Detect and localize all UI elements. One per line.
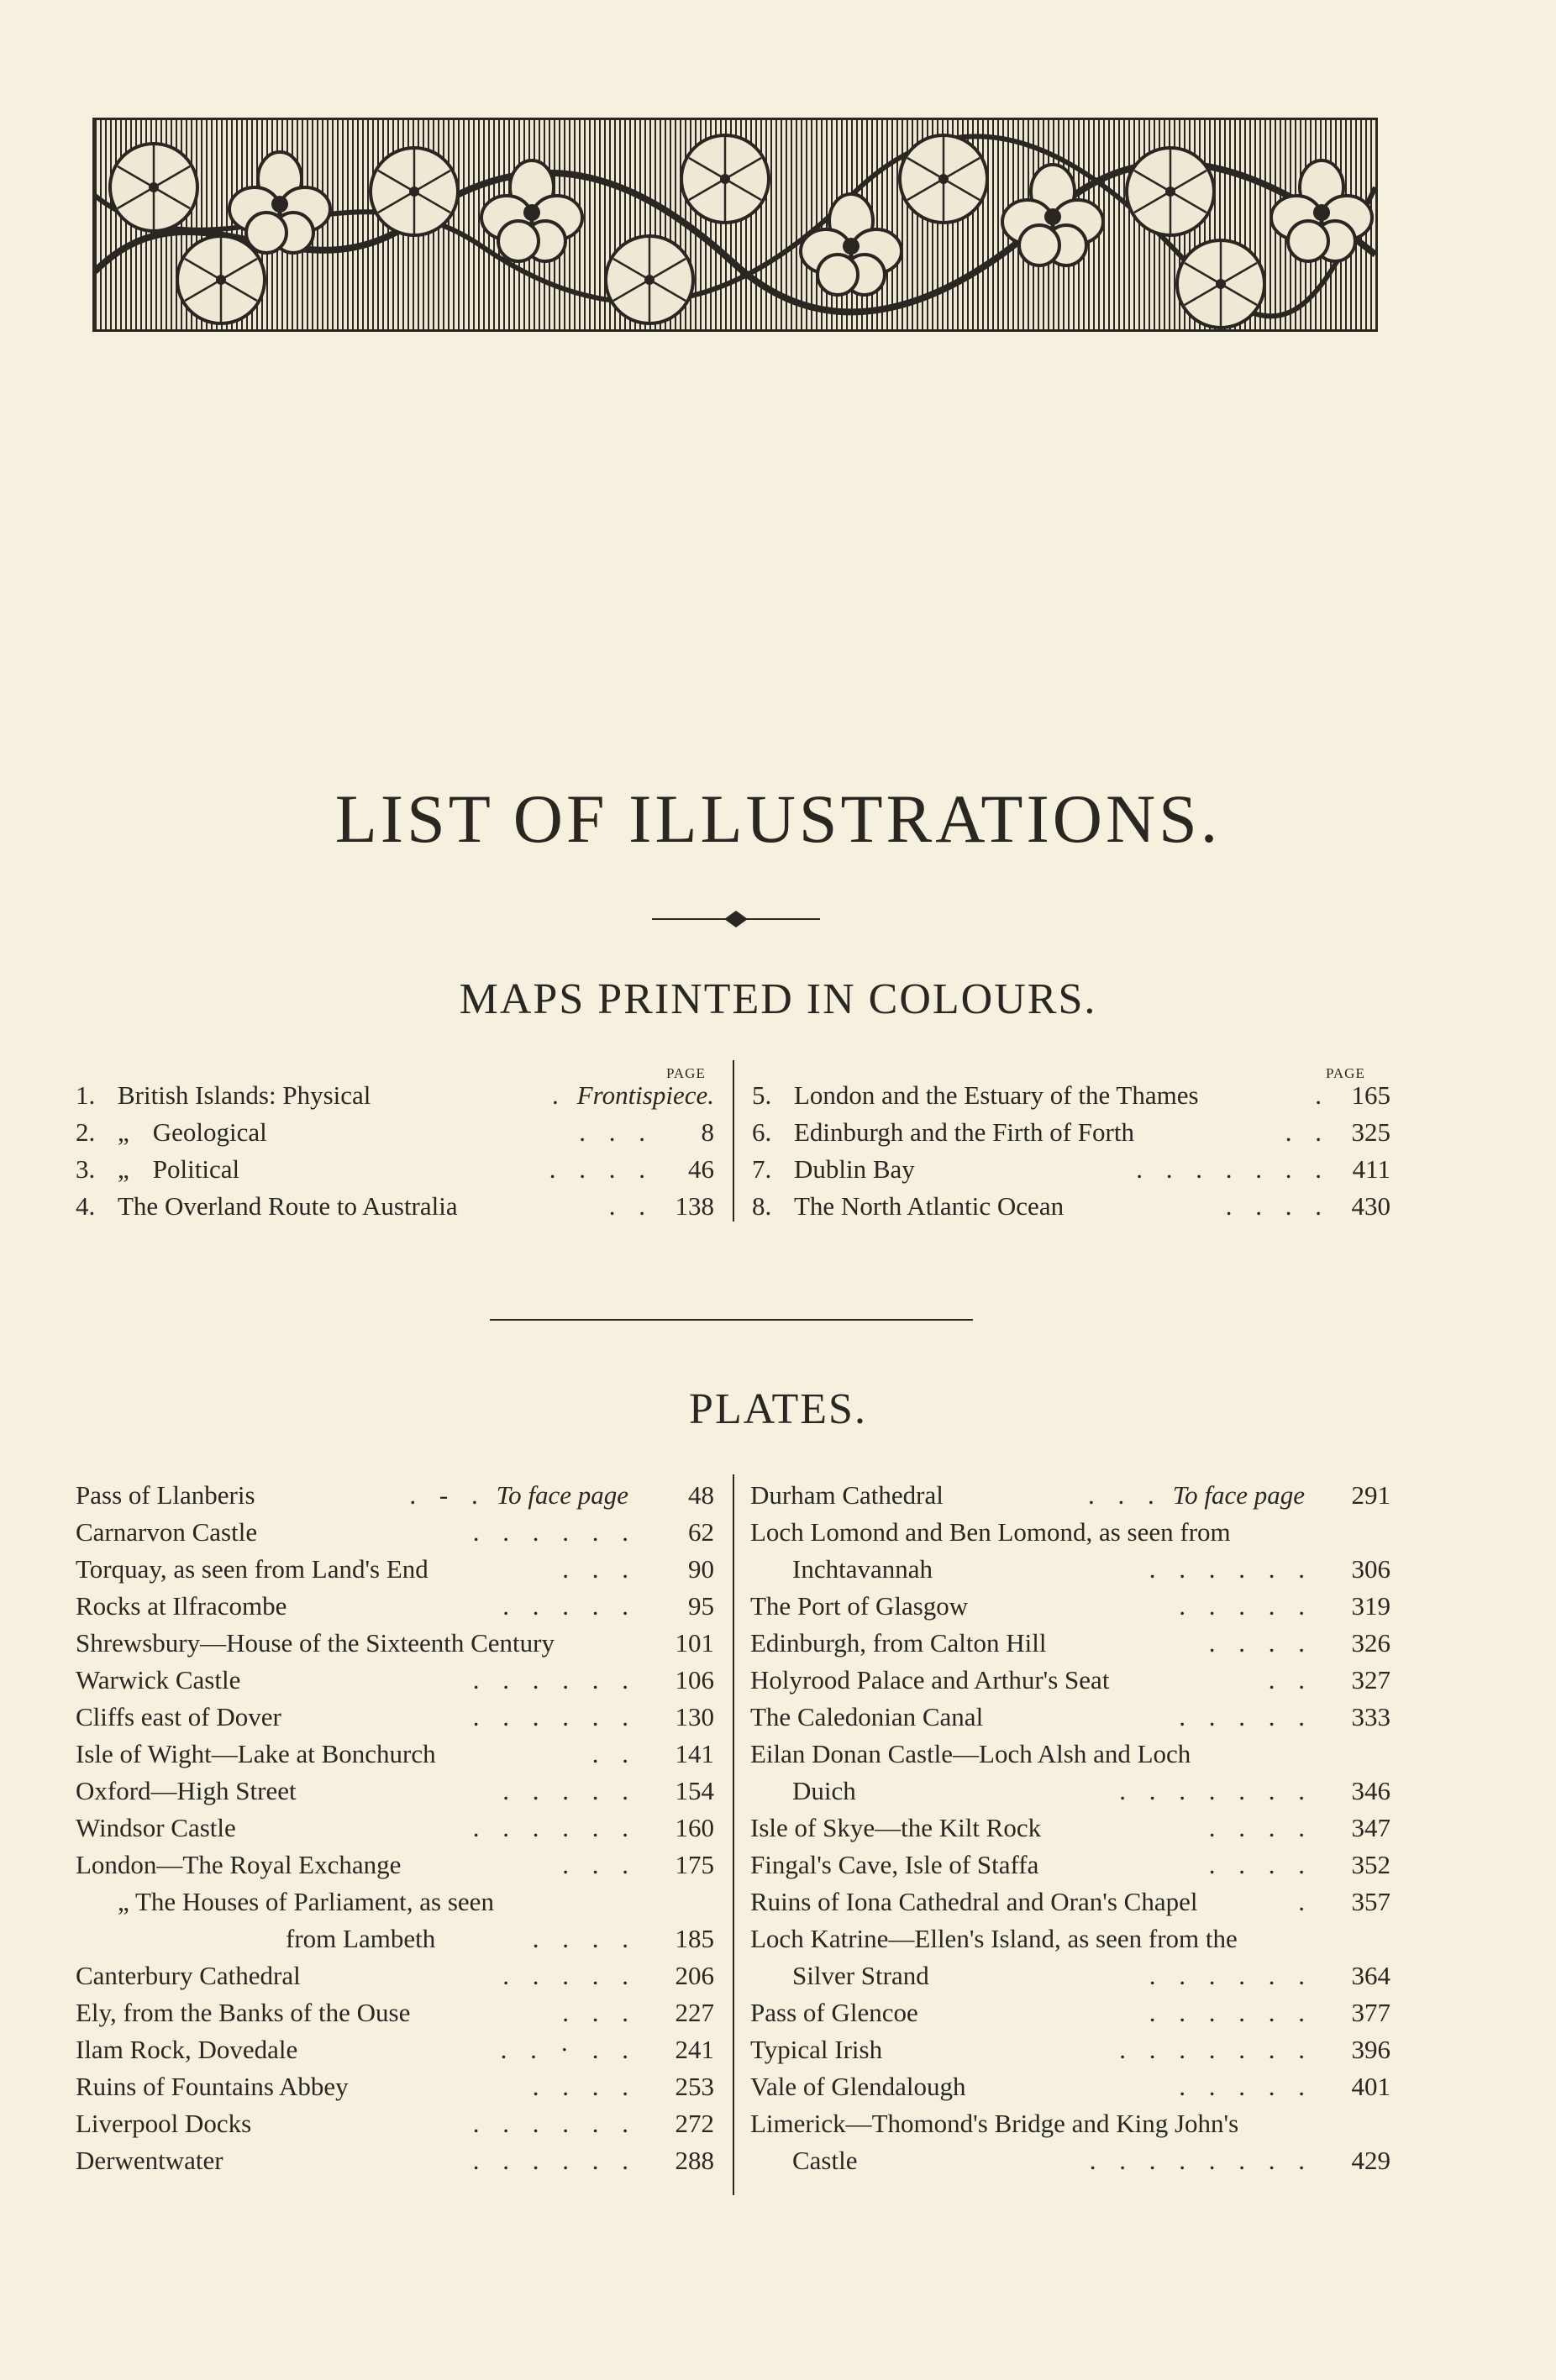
nasturtium-ornament-icon (95, 120, 1375, 329)
plate-entry (76, 1514, 714, 1551)
plate-entry (76, 1810, 714, 1847)
plate-entry-title: Pass of Llanberis (76, 1480, 255, 1510)
plate-entry-page: 206 (675, 1961, 714, 1990)
plate-entry (76, 1625, 714, 1662)
plate-entry (750, 1736, 1390, 1773)
plate-entry-title: Holyrood Palace and Arthur's Seat (750, 1665, 1110, 1694)
leader-dots: . . . . . . (472, 1517, 637, 1547)
to-face-page-label: To face page (1172, 1480, 1305, 1510)
leader-dots: . . . . . . (1149, 1998, 1313, 2027)
plate-entry (76, 1847, 714, 1884)
plate-entry-page: 130 (675, 1702, 714, 1731)
plate-entry-page: 154 (675, 1776, 714, 1805)
plate-entry-page: 241 (675, 2035, 714, 2064)
map-entry-page: 138 (675, 1191, 714, 1221)
leader-dots: . (551, 1080, 567, 1110)
leader-dots: . . . (562, 1998, 637, 2027)
map-entry-number: 7. (752, 1154, 772, 1184)
map-entry-number: 8. (752, 1191, 772, 1221)
plate-entry (750, 1699, 1390, 1736)
plate-entry-title: Ely, from the Banks of the Ouse (76, 1998, 411, 2027)
leader-dots: . . (591, 1739, 637, 1768)
plate-entry-page: 106 (675, 1665, 714, 1694)
plate-entry-page: 272 (675, 2109, 714, 2138)
plate-entry (76, 2105, 714, 2142)
plate-entry (792, 1773, 1390, 1810)
plate-entry-page: 175 (675, 1850, 714, 1879)
plate-entry-title: Fingal's Cave, Isle of Staffa (750, 1850, 1039, 1879)
leader-dots: . . . . . . (1149, 1554, 1313, 1584)
plate-entry-title: Warwick Castle (76, 1665, 241, 1694)
plate-entry-title: Shrewsbury—House of the Sixteenth Century (76, 1628, 555, 1658)
leader-dots: . . · . . (500, 2035, 637, 2064)
plate-entry-title: Loch Katrine—Ellen's Island, as seen from the (750, 1924, 1238, 1953)
leader-dots: . . . . . . . (1119, 1776, 1313, 1805)
plate-entry (76, 1551, 714, 1588)
leader-dots: . . . . . . . (1119, 2035, 1313, 2064)
maps-column-rule (733, 1060, 734, 1222)
plate-entry-title: Ruins of Iona Cathedral and Oran's Chapel (750, 1887, 1198, 1916)
plate-entry (118, 1884, 714, 1920)
leader-dots: . (1298, 1887, 1313, 1916)
section-rule (490, 1319, 973, 1321)
leader-dots: . . . . (1208, 1628, 1313, 1658)
plate-entry-title: Durham Cathedral (750, 1480, 944, 1510)
leader-dots: . . . (562, 1850, 637, 1879)
map-entry-title: London and the Estuary of the Thames (794, 1080, 1199, 1110)
leader-dots: . . . . . (1179, 1702, 1313, 1731)
plates-column-rule (733, 1474, 734, 2195)
plate-entry-title: Limerick—Thomond's Bridge and King John's (750, 2109, 1239, 2138)
plate-entry (76, 1736, 714, 1773)
plate-entry (750, 1588, 1390, 1625)
plate-entry (750, 1847, 1390, 1884)
plate-entry-title: Inchtavannah (792, 1554, 933, 1584)
plate-entry (792, 1551, 1390, 1588)
maps-page-label-left: PAGE (666, 1065, 706, 1081)
plate-entry-title: Eilan Donan Castle—Loch Alsh and Loch (750, 1739, 1191, 1768)
plate-entry-title: Derwentwater (76, 2146, 223, 2175)
map-entry-page: 411 (1352, 1154, 1390, 1184)
plate-entry-title: Loch Lomond and Ben Lomond, as seen from (750, 1517, 1231, 1547)
plate-entry-title: Carnarvon Castle (76, 1517, 258, 1547)
plate-entry-title: Isle of Wight—Lake at Bonchurch (76, 1739, 436, 1768)
leader-dots: . . . . (1225, 1191, 1330, 1221)
leader-dots: . . . . (1208, 1813, 1313, 1842)
plate-entry-title: Cliffs east of Dover (76, 1702, 281, 1731)
map-entry-page: 8 (701, 1117, 714, 1147)
leader-dots: . . . . . . (472, 2146, 637, 2175)
plate-entry-page: 141 (675, 1739, 714, 1768)
map-entry (76, 1077, 714, 1114)
plate-entry-page: 90 (688, 1554, 714, 1584)
map-entry-title: The North Atlantic Ocean (794, 1191, 1064, 1221)
map-entry-page: 325 (1351, 1117, 1390, 1147)
plate-entry-title: Ilam Rock, Dovedale (76, 2035, 298, 2064)
map-entry (76, 1151, 714, 1188)
plate-entry-title: Edinburgh, from Calton Hill (750, 1628, 1047, 1658)
map-entry-number: 2. (76, 1117, 96, 1147)
plate-entry (76, 1699, 714, 1736)
map-entry (752, 1114, 1390, 1151)
plate-entry (750, 1884, 1390, 1920)
map-entry-number: 3. (76, 1154, 96, 1184)
leader-dots: . . (608, 1191, 654, 1221)
plate-entry (750, 1477, 1390, 1514)
plate-entry (750, 1662, 1390, 1699)
plate-entry-title: Castle (792, 2146, 858, 2175)
plate-entry-page: 364 (1351, 1961, 1390, 1990)
leader-dots: . . . . . (502, 1776, 637, 1805)
map-entry-page: 430 (1351, 1191, 1390, 1221)
leader-dots: . . . . (532, 1924, 637, 1953)
leader-dots: . . . . . (502, 1961, 637, 1990)
leader-dots: . . . . . . (472, 1702, 637, 1731)
plate-entry-page: 227 (675, 1998, 714, 2027)
leader-dots: . . (1268, 1665, 1313, 1694)
map-entry-number: 4. (76, 1191, 96, 1221)
map-entry-subtitle: Geological (152, 1117, 267, 1147)
plate-entry-page: 48 (688, 1480, 714, 1510)
plate-entry-page: 101 (675, 1628, 714, 1658)
plate-entry (76, 1662, 714, 1699)
plate-entry (750, 1920, 1390, 1957)
map-entry-page: Frontispiece. (576, 1080, 714, 1110)
leader-dots: . (1315, 1080, 1330, 1110)
plate-entry (76, 1773, 714, 1810)
leader-dots: . - . (409, 1480, 486, 1510)
plate-entry-title: Pass of Glencoe (750, 1998, 918, 2027)
plate-entry-page: 306 (1351, 1554, 1390, 1584)
plate-entry-page: 401 (1351, 2072, 1390, 2101)
plate-entry (792, 2142, 1390, 2179)
plate-entry-title: Typical Irish (750, 2035, 883, 2064)
map-entry-number: 5. (752, 1080, 772, 1110)
plate-entry-page: 377 (1351, 1998, 1390, 2027)
plate-entry-page: 347 (1351, 1813, 1390, 1842)
plate-entry-title: London—The Royal Exchange (76, 1850, 402, 1879)
leader-dots: . . . . . . . (1136, 1154, 1330, 1184)
map-entry-number: 1. (76, 1080, 96, 1110)
plate-entry (76, 1957, 714, 1994)
plate-entry-title: The Caledonian Canal (750, 1702, 984, 1731)
map-entry-title: „ (118, 1154, 129, 1184)
plate-entry (76, 2142, 714, 2179)
plates-heading: PLATES. (689, 1385, 867, 1433)
plate-entry-title: Ruins of Fountains Abbey (76, 2072, 349, 2101)
plate-entry (76, 2068, 714, 2105)
map-entry (752, 1077, 1390, 1114)
plate-entry (792, 1957, 1390, 1994)
map-entry-title: Dublin Bay (794, 1154, 915, 1184)
leader-dots: . . . . . (502, 1591, 637, 1621)
plate-entry-page: 160 (675, 1813, 714, 1842)
plate-entry (750, 2031, 1390, 2068)
maps-heading: MAPS PRINTED IN COLOURS. (459, 975, 1097, 1023)
plate-entry-page: 288 (675, 2146, 714, 2175)
plate-entry (76, 1588, 714, 1625)
map-entry-title: The Overland Route to Australia (118, 1191, 458, 1221)
floral-banner (92, 118, 1378, 332)
page-title: LIST OF ILLUSTRATIONS. (334, 780, 1222, 857)
map-entry (752, 1188, 1390, 1225)
plate-entry-page: 253 (675, 2072, 714, 2101)
plate-entry (76, 1994, 714, 2031)
plate-entry (750, 2105, 1390, 2142)
plate-entry-title: Duich (792, 1776, 856, 1805)
plate-entry-page: 346 (1351, 1776, 1390, 1805)
plate-entry-page: 429 (1351, 2146, 1390, 2175)
map-entry (752, 1151, 1390, 1188)
plate-entry-page: 327 (1351, 1665, 1390, 1694)
plate-entry-title: Isle of Skye—the Kilt Rock (750, 1813, 1042, 1842)
plate-entry-page: 357 (1351, 1887, 1390, 1916)
plate-entry-title: „ The Houses of Parliament, as seen (118, 1887, 494, 1916)
plate-entry-title: from Lambeth (286, 1924, 436, 1953)
plate-entry-page: 326 (1351, 1628, 1390, 1658)
leader-dots: . . . (562, 1554, 637, 1584)
plate-entry-page: 396 (1351, 2035, 1390, 2064)
plate-entry-page: 352 (1351, 1850, 1390, 1879)
plate-entry-title: Canterbury Cathedral (76, 1961, 301, 1990)
to-face-page-label: To face page (496, 1480, 628, 1510)
plate-entry-page: 319 (1351, 1591, 1390, 1621)
plate-entry-title: Vale of Glendalough (750, 2072, 966, 2101)
plate-entry-title: Oxford—High Street (76, 1776, 297, 1805)
leader-dots: . . . . (549, 1154, 654, 1184)
plate-entry-title: Windsor Castle (76, 1813, 236, 1842)
plate-entry (76, 2031, 714, 2068)
leader-dots: . . . (1087, 1480, 1163, 1510)
leader-dots: . . . . . . (472, 1813, 637, 1842)
maps-page-label-right: PAGE (1326, 1065, 1365, 1081)
leader-dots: . . . . (532, 2072, 637, 2101)
map-entry-number: 6. (752, 1117, 772, 1147)
leader-dots: . . . . . . (472, 1665, 637, 1694)
plate-entry (750, 2068, 1390, 2105)
map-entry-page: 165 (1351, 1080, 1390, 1110)
map-entry-title: „ (118, 1117, 129, 1147)
leader-dots: . . . . . . (1149, 1961, 1313, 1990)
leader-dots: . . . . . (1179, 2072, 1313, 2101)
plate-entry-title: Torquay, as seen from Land's End (76, 1554, 428, 1584)
plate-entry-page: 62 (688, 1517, 714, 1547)
leader-dots: . . . . . (1179, 1591, 1313, 1621)
plate-entry-title: Liverpool Docks (76, 2109, 252, 2138)
diamond-divider-icon (652, 909, 820, 929)
plate-entry-title: Silver Strand (792, 1961, 929, 1990)
map-entry-subtitle: Political (152, 1154, 240, 1184)
plate-entry-title: The Port of Glasgow (750, 1591, 969, 1621)
plate-entry (750, 1810, 1390, 1847)
plate-entry (750, 1625, 1390, 1662)
plate-entry (76, 1477, 714, 1514)
leader-dots: . . . (579, 1117, 654, 1147)
map-entry-title: British Islands: Physical (118, 1080, 371, 1110)
plate-entry-page: 291 (1351, 1480, 1390, 1510)
leader-dots: . . (1285, 1117, 1330, 1147)
map-entry (76, 1114, 714, 1151)
plate-entry-title: Rocks at Ilfracombe (76, 1591, 287, 1621)
plate-entry (750, 1994, 1390, 2031)
map-entry-title: Edinburgh and the Firth of Forth (794, 1117, 1134, 1147)
plate-entry (286, 1920, 714, 1957)
plate-entry-page: 333 (1351, 1702, 1390, 1731)
plate-entry-page: 95 (688, 1591, 714, 1621)
plate-entry-page: 185 (675, 1924, 714, 1953)
leader-dots: . . . . . . . . (1089, 2146, 1313, 2175)
leader-dots: . . . . (1208, 1850, 1313, 1879)
plate-entry (750, 1514, 1390, 1551)
map-entry (76, 1188, 714, 1225)
map-entry-page: 46 (688, 1154, 714, 1184)
leader-dots: . . . . . . (472, 2109, 637, 2138)
